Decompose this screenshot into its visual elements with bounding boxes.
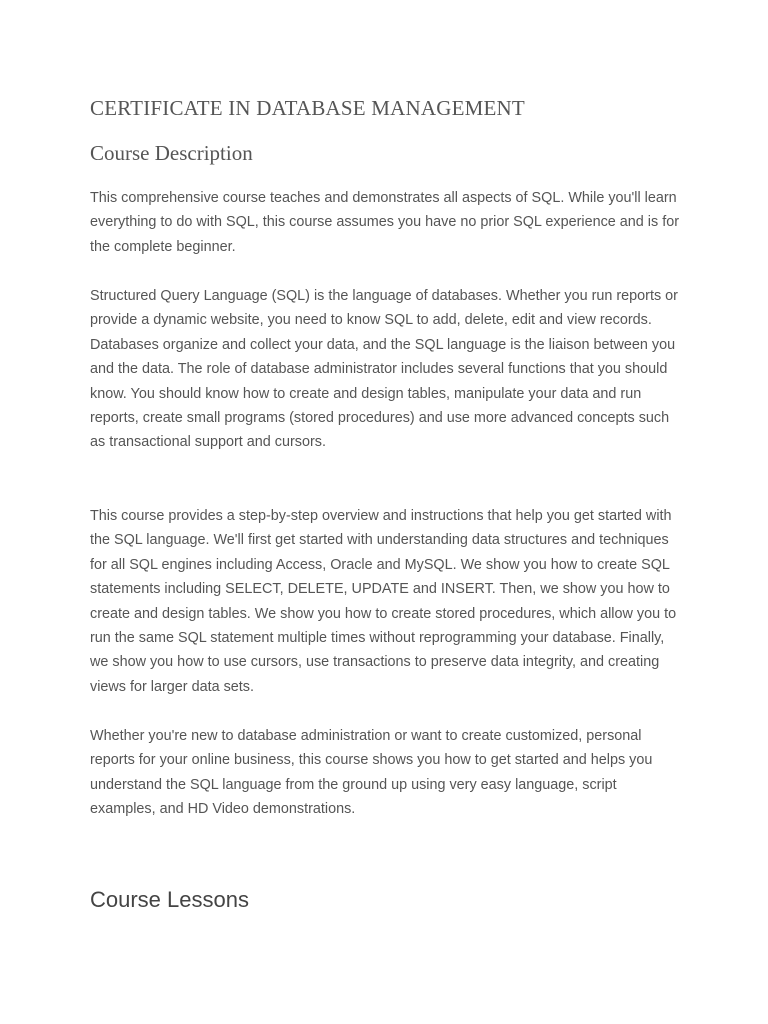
paragraph-audience: Whether you're new to database administration or want to create customized, personal reports for your online business, this course shows you how to get started and helps you understand the SQL language from the ground up using very easy language, script examples, and HD Video demonstrations. <box>90 728 653 818</box>
document-title: CERTIFICATE IN DATABASE MANAGEMENT <box>90 96 525 120</box>
course-description-heading: Course Description <box>90 141 253 165</box>
paragraph-sql-overview: Structured Query Language (SQL) is the language of databases. Whether you run reports or provide a dynamic website, you need to know SQL to add, delete, edit and view records. Databases organize and collect your data, and the SQL language is the liaison between you and the data. The role of database administrator includes several functions that you should know. You should know how to create and design tables, manipulate your data and run reports, create small programs (stored procedures) and use more advanced concepts such as transactional support and cursors. <box>90 288 678 451</box>
paragraph-course-contents: This course provides a step-by-step overview and instructions that help you get started with the SQL language. We'll first get started with understanding data structures and techniques for all SQL engines including Access, Oracle and MySQL. We show you how to create SQL statements including SELECT, DELETE, UPDATE and INSERT. Then, we show you how to create and design tables. We show you how to create stored procedures, which allow you to run the same SQL statement multiple times without reprogramming your database. Finally, we show you how to use cursors, use transactions to preserve data integrity, and creating views for larger data sets. <box>90 508 677 695</box>
paragraph-intro: This comprehensive course teaches and demonstrates all aspects of SQL. While you'll learn everything to do with SQL, this course assumes you have no prior SQL experience and is for the complete beginner. <box>90 190 679 255</box>
course-lessons-heading: Course Lessons <box>90 887 249 912</box>
